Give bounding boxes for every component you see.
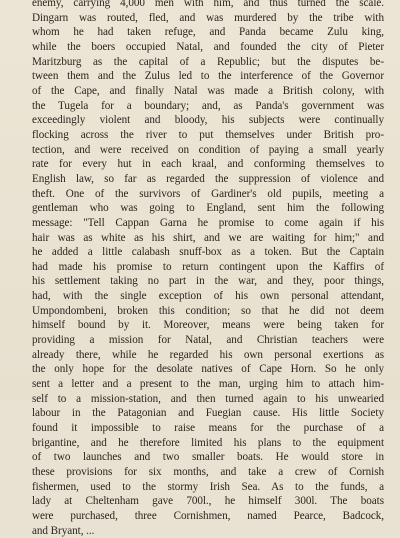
text-line: of two launches and two smaller boats. He would store in [32,451,384,464]
text-line: brigantine, and he therefore limited his plans to the equipment [32,436,384,449]
text-line: theft. One of the survivors of Gardiner's old pupils, meeting a [32,187,384,200]
text-line: the only hope for the desolate natives of Cape Horn. So he only [32,363,384,376]
text-line: hair was as white as his shirt, and we are waiting for him;" and [32,231,384,244]
text-line: himself bound by it. Moreover, means were being taken for [32,319,384,332]
text-line: of the Cape, and finally Natal was made a British colony, with [32,84,384,97]
text-line: self to a mission-station, and then turned again to his unwearied [32,392,384,405]
text-line: Dingarn was routed, fled, and was murdered by the tribe with [32,11,384,24]
text-line: these provisions for six months, and take a crew of Cornish [32,466,384,478]
text-line: fishermen, used to the stormy Irish Sea. As to the funds, a [32,480,384,493]
text-line: message: "Tell Cappan Garna he promise to come again if his [32,216,384,229]
text-line: whom he had taken refuge, and Panda became Zulu king, [32,26,384,39]
text-line: exceedingly violent and bloody, his subjects were continually [32,114,384,127]
text-line: he added a little calabash snuff-box as a token. But the Captain [32,246,384,259]
text-line: Maritzburg as the capital of a Republic; but the disputes be- [32,55,384,68]
text-line: English law, so far as regarded the suppression of violence and [32,172,384,185]
body-text [32,0,384,538]
text-line: and Bryant, ... [32,524,95,537]
text-line: enemy, carrying 4,000 men with him, and thus turned the scale. [32,0,384,9]
text-line: already there, while he regarded his own personal exertions as [32,348,384,361]
text-line: lady at Cheltenham gave 700l., he himself 300l. The boats [32,495,384,508]
text-line: gentleman who was going to England, sent him the following [32,202,384,215]
text-line: providing a mission for Natal, and Christian teachers were [32,334,384,347]
text-line: his settlement taking no part in the war, and they, poor things, [32,275,384,288]
text-line: sent a letter and a present to the man, urging him to attach him- [32,378,384,391]
text-line: were purchased, three Cornishmen, named Pearce, Badcock, [32,509,384,522]
text-line: rate for every hut in each kraal, and conforming themselves to [32,158,384,171]
text-line: tection, and were received on condition of paying a small yearly [32,143,384,156]
text-line: flocking across the river to put themselves under British pro- [32,128,384,141]
text-line: had made his promise to return contingent upon the Kaffirs of [32,260,384,273]
text-line: the Tugela for a boundary; and, as Panda's government was [32,99,384,112]
text-line: Umpondombeni, broken this condition; so that he did not deem [32,304,384,317]
text-line: found it impossible to raise means for the purchase of a [32,422,384,435]
text-line: tween them and the Zulus led to the interference of the Governor [32,70,384,83]
text-line: while the boers occupied Natal, and founded the city of Pieter [32,40,384,53]
text-line: had, with the single exception of his own personal attendant, [32,290,384,303]
text-line: labour in the Patagonian and Fuegian cause. His little Society [32,407,384,420]
